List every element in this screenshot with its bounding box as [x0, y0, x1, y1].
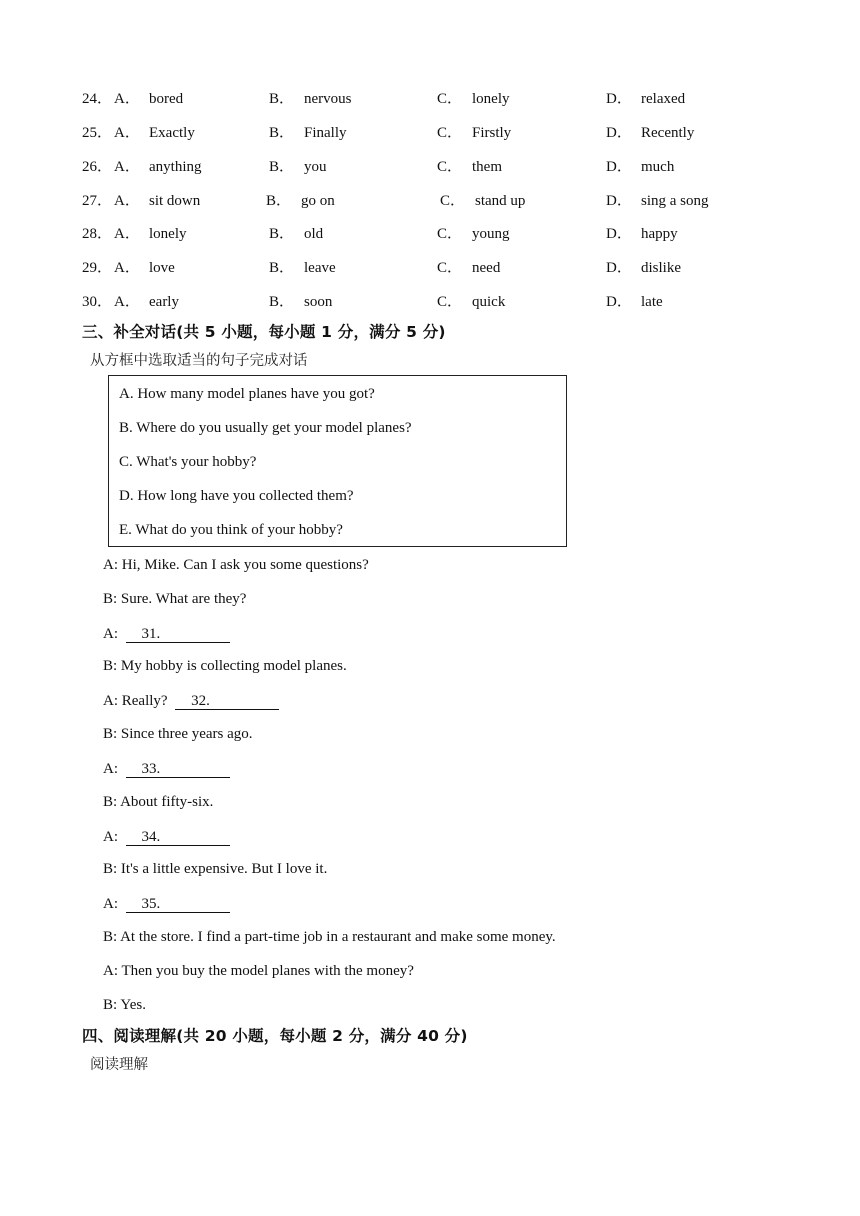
answer-blank-34[interactable]: 34.	[126, 828, 230, 846]
option-a-letter: A．	[114, 159, 140, 175]
option-d-letter: D．	[606, 226, 632, 242]
option-d-text: Recently	[641, 125, 695, 141]
option-d-letter: D．	[606, 159, 632, 175]
option-b-letter: B．	[269, 226, 295, 242]
option-d-text: happy	[641, 226, 678, 242]
option-c-text: stand up	[475, 193, 526, 209]
option-a-text: bored	[149, 91, 184, 107]
option-c-letter: C．	[440, 193, 466, 209]
option-b-text: go on	[301, 193, 335, 209]
option-c-letter: C．	[437, 159, 463, 175]
option-d-letter: D．	[606, 125, 632, 141]
option-b-letter: B．	[269, 91, 295, 107]
option-b-text: soon	[304, 294, 333, 310]
option-c-letter: C．	[437, 125, 463, 141]
option-a-letter: A．	[114, 226, 140, 242]
question-number: 24．	[82, 91, 113, 107]
option-a-letter: A．	[114, 193, 140, 209]
option-a-letter: A．	[114, 125, 140, 141]
option-c-letter: C．	[437, 260, 463, 276]
box-option-c: C. What's your hobby?	[119, 454, 257, 470]
option-b-text: nervous	[304, 91, 352, 107]
option-b-letter: B．	[269, 159, 295, 175]
box-option-a: A. How many model planes have you got?	[119, 386, 375, 402]
option-d-letter: D．	[606, 260, 632, 276]
option-a-text: Exactly	[149, 125, 195, 141]
question-number: 27．	[82, 193, 113, 209]
option-c-text: young	[472, 226, 510, 242]
option-a-letter: A．	[114, 91, 140, 107]
option-a-letter: A．	[114, 294, 140, 310]
option-c-text: them	[472, 159, 502, 175]
dialogue-line: A: Really? 32.	[103, 692, 279, 710]
option-b-text: old	[304, 226, 324, 242]
option-c-letter: C．	[437, 91, 463, 107]
dialogue-line: B: Since three years ago.	[103, 726, 253, 742]
answer-blank-35[interactable]: 35.	[126, 895, 230, 913]
option-d-text: relaxed	[641, 91, 686, 107]
answer-blank-33[interactable]: 33.	[126, 760, 230, 778]
dialogue-line: B: At the store. I find a part-time job in a restaurant and make some money.	[103, 929, 556, 945]
section-3-heading: 三、补全对话(共 5 小题，每小题 1 分，满分 5 分)	[82, 323, 446, 341]
section-4-heading: 四、阅读理解(共 20 小题，每小题 2 分，满分 40 分)	[82, 1027, 468, 1045]
option-d-letter: D．	[606, 193, 632, 209]
option-d-text: dislike	[641, 260, 681, 276]
dialogue-line: B: About fifty-six.	[103, 794, 214, 810]
answer-blank-31[interactable]: 31.	[126, 625, 230, 643]
box-option-e: E. What do you think of your hobby?	[119, 522, 343, 538]
option-b-letter: B．	[269, 260, 295, 276]
option-b-text: you	[304, 159, 327, 175]
question-number: 28．	[82, 226, 113, 242]
option-c-letter: C．	[437, 226, 463, 242]
option-d-letter: D．	[606, 91, 632, 107]
option-b-text: leave	[304, 260, 336, 276]
option-d-letter: D．	[606, 294, 632, 310]
option-d-text: sing a song	[641, 193, 709, 209]
option-a-text: love	[149, 260, 175, 276]
box-option-d: D. How long have you collected them?	[119, 488, 354, 504]
dialogue-line: A: Hi, Mike. Can I ask you some questions?	[103, 557, 369, 573]
box-option-b: B. Where do you usually get your model planes?	[119, 420, 412, 436]
option-c-text: need	[472, 260, 501, 276]
question-number: 26．	[82, 159, 113, 175]
section-3-instruction: 从方框中选取适当的句子完成对话	[90, 353, 308, 369]
option-c-letter: C．	[437, 294, 463, 310]
option-a-text: anything	[149, 159, 202, 175]
option-b-text: Finally	[304, 125, 347, 141]
dialogue-line: B: Sure. What are they?	[103, 591, 247, 607]
option-c-text: Firstly	[472, 125, 512, 141]
option-c-text: quick	[472, 294, 506, 310]
dialogue-line: B: Yes.	[103, 997, 146, 1013]
option-d-text: much	[641, 159, 675, 175]
dialogue-line: B: It's a little expensive. But I love it.	[103, 861, 328, 877]
dialogue-line: A: 33.	[103, 760, 230, 778]
question-number: 30．	[82, 294, 113, 310]
answer-blank-32[interactable]: 32.	[175, 692, 279, 710]
section-4-instruction: 阅读理解	[90, 1057, 148, 1073]
question-number: 25．	[82, 125, 113, 141]
option-b-letter: B．	[269, 125, 295, 141]
dialogue-line: A: 34.	[103, 828, 230, 846]
option-a-text: early	[149, 294, 179, 310]
dialogue-line: A: Then you buy the model planes with the money?	[103, 963, 414, 979]
dialogue-line: A: 35.	[103, 895, 230, 913]
option-a-letter: A．	[114, 260, 140, 276]
option-d-text: late	[641, 294, 663, 310]
option-a-text: sit down	[149, 193, 201, 209]
option-b-letter: B．	[269, 294, 295, 310]
option-b-letter: B．	[266, 193, 292, 209]
option-a-text: lonely	[149, 226, 187, 242]
dialogue-line: A: 31.	[103, 625, 230, 643]
option-c-text: lonely	[472, 91, 510, 107]
dialogue-line: B: My hobby is collecting model planes.	[103, 658, 347, 674]
question-number: 29．	[82, 260, 113, 276]
options-box	[108, 375, 567, 547]
